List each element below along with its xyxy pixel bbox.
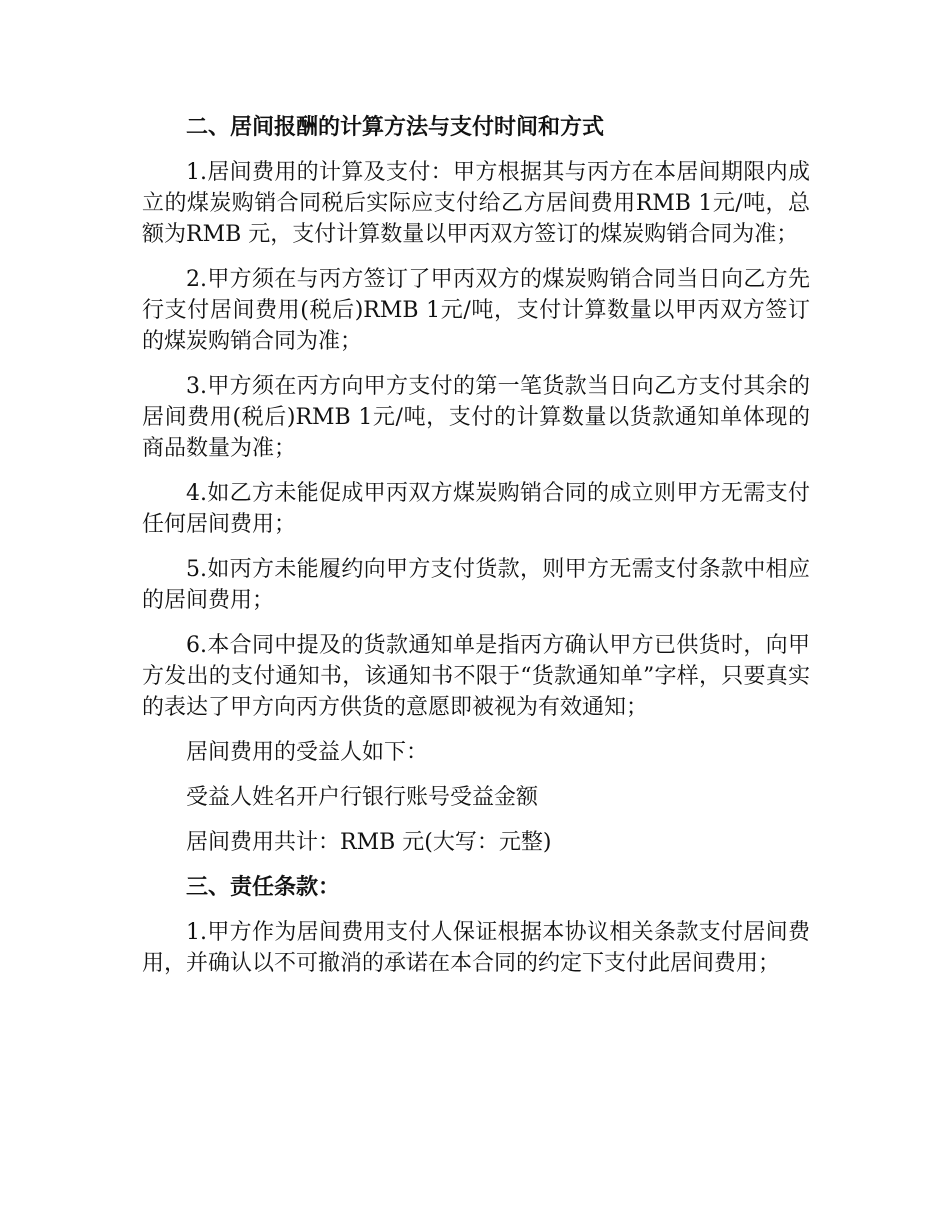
section-2-clause-3: 3.甲方须在丙方向甲方支付的第一笔货款当日向乙方支付其余的居间费用(税后)RMB 1元/吨，支付的计算数量以货款通知单体现的商品数量为准； [142,374,810,461]
section-2-clause-4: 4.如乙方未能促成甲丙双方煤炭购销合同的成立则甲方无需支付任何居间费用； [142,481,810,537]
fee-total: 居间费用共计：RMB 元(大写：元整) [186,830,552,855]
section-2-clause-5: 5.如丙方未能履约向甲方支付货款，则甲方无需支付条款中相应的居间费用； [142,557,810,613]
section-2-heading: 二、居间报酬的计算方法与支付时间和方式 [186,114,605,140]
beneficiary-columns: 受益人姓名开户行银行账号受益金额 [186,785,539,810]
section-2-clause-2: 2.甲方须在与丙方签订了甲丙双方的煤炭购销合同当日向乙方先行支付居间费用(税后)RMB 1元/吨，支付计算数量以甲丙双方签订的煤炭购销合同为准； [142,267,810,354]
section-3-heading: 三、责任条款： [186,874,341,900]
beneficiary-intro: 居间费用的受益人如下： [186,740,429,765]
document-page [142,112,810,993]
section-2-clause-6: 6.本合同中提及的货款通知单是指丙方确认甲方已供货时，向甲方发出的支付通知书，该通知书不限于“货款通知单”字样，只要真实的表达了甲方向丙方供货的意愿即被视为有效通知； [142,633,810,720]
section-2-clause-1: 1.居间费用的计算及支付：甲方根据其与丙方在本居间期限内成立的煤炭购销合同税后实际应支付给乙方居间费用RMB 1元/吨，总额为RMB 元，支付计算数量以甲丙双方签订的煤炭购销合同为准； [142,160,810,247]
section-3-clause-1: 1.甲方作为居间费用支付人保证根据本协议相关条款支付居间费用，并确认以不可撤消的承诺在本合同的约定下支付此居间费用； [142,920,810,976]
